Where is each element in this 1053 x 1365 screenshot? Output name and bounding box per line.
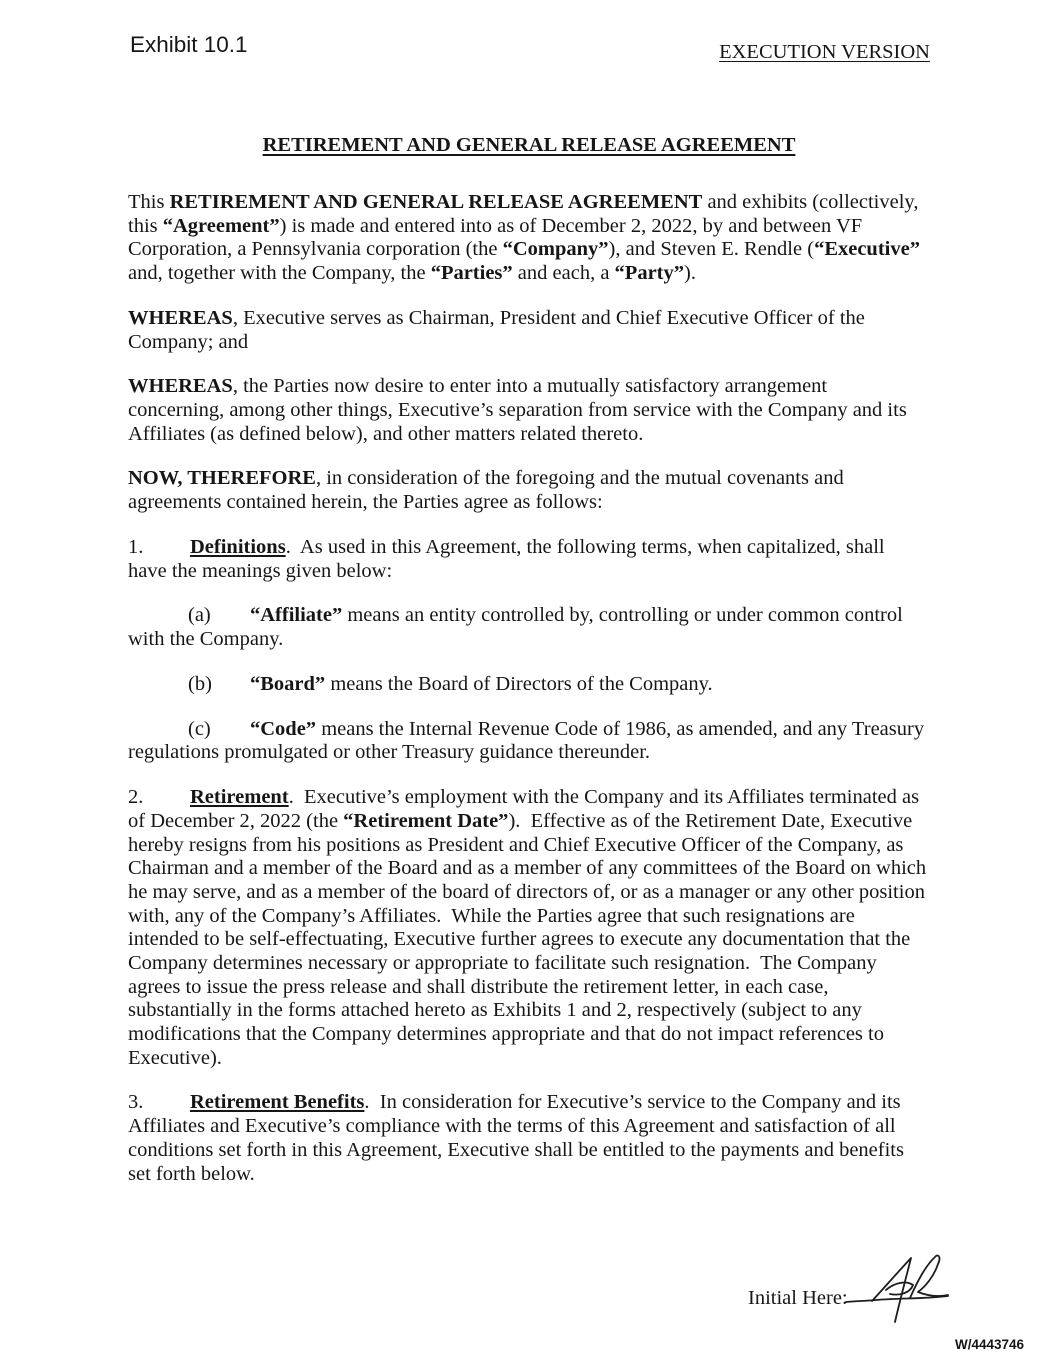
text-run: , Executive serves as Chairman, President and Chief Executive Officer of the <box>232 306 865 329</box>
bold-term: RETIREMENT AND GENERAL RELEASE AGREEMENT <box>169 191 703 213</box>
definition-code <box>128 718 948 765</box>
text-line <box>128 976 948 1000</box>
text-run: . Executive’s employment with the Company and its Affiliates terminated as <box>288 786 920 809</box>
section-number: (c) <box>188 717 211 740</box>
text-line <box>128 238 948 262</box>
text-run: concerning, among other things, Executive’s separation from service with the Company and its <box>128 399 907 421</box>
preamble-paragraph <box>128 191 948 286</box>
text-line <box>128 786 948 810</box>
text-run: hereby resigns from his positions as President and Chief Executive Officer of the Company, as <box>128 833 904 856</box>
text-line <box>128 1047 948 1071</box>
signature-stroke-baseline <box>846 1296 948 1302</box>
text-line <box>128 1139 948 1163</box>
text-line <box>128 262 948 286</box>
section-3-retirement-benefits <box>128 1091 948 1186</box>
section-number: 2. <box>128 786 144 809</box>
text-line <box>128 999 948 1023</box>
text-run: ). <box>684 262 696 285</box>
text-line <box>128 399 948 423</box>
bold-term: “Executive” <box>814 238 920 261</box>
text-run: set forth below. <box>128 1162 255 1185</box>
text-run: Chairman and a member of the Board and as a member of any committees of the Board on which <box>128 857 927 880</box>
text-run: Company; and <box>128 330 249 353</box>
text-line <box>128 1115 948 1139</box>
exhibit-label: Exhibit 10.1 <box>130 32 248 57</box>
text-run: with the Company. <box>128 628 284 651</box>
definition-board <box>128 673 948 697</box>
bold-term: “Affiliate” <box>250 604 343 627</box>
text-run: Affiliates (as defined below), and other matters related thereto. <box>128 422 644 445</box>
text-line <box>128 215 948 239</box>
text-run: Company determines necessary or appropriate to facilitate such resignation. The Company <box>128 951 877 974</box>
text-run: Corporation, a Pennsylvania corporation (the <box>128 238 503 261</box>
text-run: Affiliates and Executive’s compliance with the terms of this Agreement and satisfaction of all <box>128 1115 896 1138</box>
text-run: agrees to issue the press release and shall distribute the retirement letter, in each case, <box>128 975 829 998</box>
text-line <box>128 628 948 652</box>
text-run: and each, a <box>512 262 615 285</box>
text-line <box>128 467 948 491</box>
text-line <box>128 857 948 881</box>
text-run: have the meanings given below: <box>128 559 393 582</box>
bold-term: WHEREAS <box>128 375 233 398</box>
handwritten-initials-signature <box>840 1250 952 1330</box>
text-line <box>128 1163 948 1187</box>
signature-stroke-loop <box>886 1283 913 1295</box>
text-run: and, together with the Company, the <box>128 262 431 285</box>
text-line <box>128 536 948 560</box>
bold-term: NOW, THEREFORE <box>128 467 316 490</box>
bold-term: “Company” <box>502 238 609 261</box>
text-run: conditions set forth in this Agreement, Executive shall be entitled to the payments and benefits <box>128 1138 904 1161</box>
signature-stroke-second-letter <box>910 1255 948 1298</box>
bold-term: “Party” <box>614 262 684 285</box>
bold-term: “Retirement Date” <box>343 809 509 832</box>
section-number: 1. <box>128 535 144 558</box>
text-run: ) is made and entered into as of December 2, 2022, by and between VF <box>279 214 863 237</box>
section-heading: Definitions <box>190 535 286 558</box>
text-line <box>128 741 948 765</box>
document-id: W/4443746 <box>955 1337 1025 1352</box>
initial-here-field <box>748 1286 848 1310</box>
agreement-body <box>128 191 948 1207</box>
execution-version-label: EXECUTION VERSION <box>719 41 930 63</box>
text-line <box>128 375 948 399</box>
text-line <box>128 191 948 215</box>
text-run: regulations promulgated or other Treasury guidance thereunder. <box>128 741 651 764</box>
text-run: with, any of the Company’s Affiliates. While the Parties agree that such resignations are <box>128 904 855 927</box>
text-line <box>128 881 948 905</box>
text-line <box>128 834 948 858</box>
section-number: (a) <box>188 604 211 627</box>
text-run: modifications that the Company determines appropriate and that do not impact references to <box>128 1023 884 1045</box>
text-run: means an entity controlled by, controlling or under common control <box>342 604 903 627</box>
bold-term: “Parties” <box>430 262 513 285</box>
text-line <box>128 810 948 834</box>
text-run: intended to be self-effectuating, Executive further agrees to execute any documentation that the <box>128 928 911 951</box>
section-heading: Retirement <box>190 786 289 809</box>
initial-here-label: Initial Here: <box>748 1287 848 1309</box>
signature-stroke-first-letter <box>872 1258 911 1322</box>
text-line <box>128 952 948 976</box>
bold-term: “Board” <box>250 672 326 695</box>
whereas-paragraph-1 <box>128 307 948 354</box>
now-therefore-paragraph <box>128 467 948 514</box>
text-run: agreements contained herein, the Parties agree as follows: <box>128 491 603 514</box>
text-run: of December 2, 2022 (the <box>128 809 344 832</box>
whereas-paragraph-2 <box>128 375 948 446</box>
text-line <box>128 560 948 584</box>
text-line <box>128 604 948 628</box>
bold-term: WHEREAS <box>128 306 233 329</box>
text-run: means the Board of Directors of the Company. <box>325 672 713 695</box>
text-line <box>128 928 948 952</box>
text-line <box>128 718 948 742</box>
text-run: he may serve, and as a member of the board of directors of, or as a manager or any other position <box>128 880 925 903</box>
section-1-definitions <box>128 536 948 583</box>
text-line <box>128 307 948 331</box>
text-run: . As used in this Agreement, the following terms, when capitalized, shall <box>285 535 885 558</box>
text-line <box>128 905 948 929</box>
text-run: this <box>128 214 163 237</box>
text-run: substantially in the forms attached hereto as Exhibits 1 and 2, respectively (subject to any <box>128 999 862 1022</box>
text-line <box>128 673 948 697</box>
text-line <box>128 1023 948 1047</box>
text-run: . In consideration for Executive’s service to the Company and its <box>364 1091 901 1114</box>
text-run: Executive). <box>128 1046 222 1069</box>
definition-affiliate <box>128 604 948 651</box>
section-number: (b) <box>188 672 212 695</box>
text-line <box>128 331 948 355</box>
section-number: 3. <box>128 1091 144 1114</box>
text-run: and exhibits (collectively, <box>702 191 919 213</box>
section-2-retirement <box>128 786 948 1070</box>
text-run: ), and Steven E. Rendle ( <box>608 238 815 261</box>
bold-term: “Agreement” <box>162 214 280 237</box>
bold-term: “Code” <box>250 717 317 740</box>
text-run: , in consideration of the foregoing and the mutual covenants and <box>315 467 844 490</box>
text-line <box>128 1091 948 1115</box>
text-line <box>128 491 948 515</box>
text-run: , the Parties now desire to enter into a mutually satisfactory arrangement <box>232 375 828 398</box>
text-line <box>128 423 948 447</box>
section-heading: Retirement Benefits <box>190 1091 365 1114</box>
text-run: ). Effective as of the Retirement Date, Executive <box>508 809 913 832</box>
text-run: This <box>128 191 170 213</box>
text-run: means the Internal Revenue Code of 1986, as amended, and any Treasury <box>316 717 925 740</box>
agreement-title: RETIREMENT AND GENERAL RELEASE AGREEMENT <box>262 134 796 156</box>
